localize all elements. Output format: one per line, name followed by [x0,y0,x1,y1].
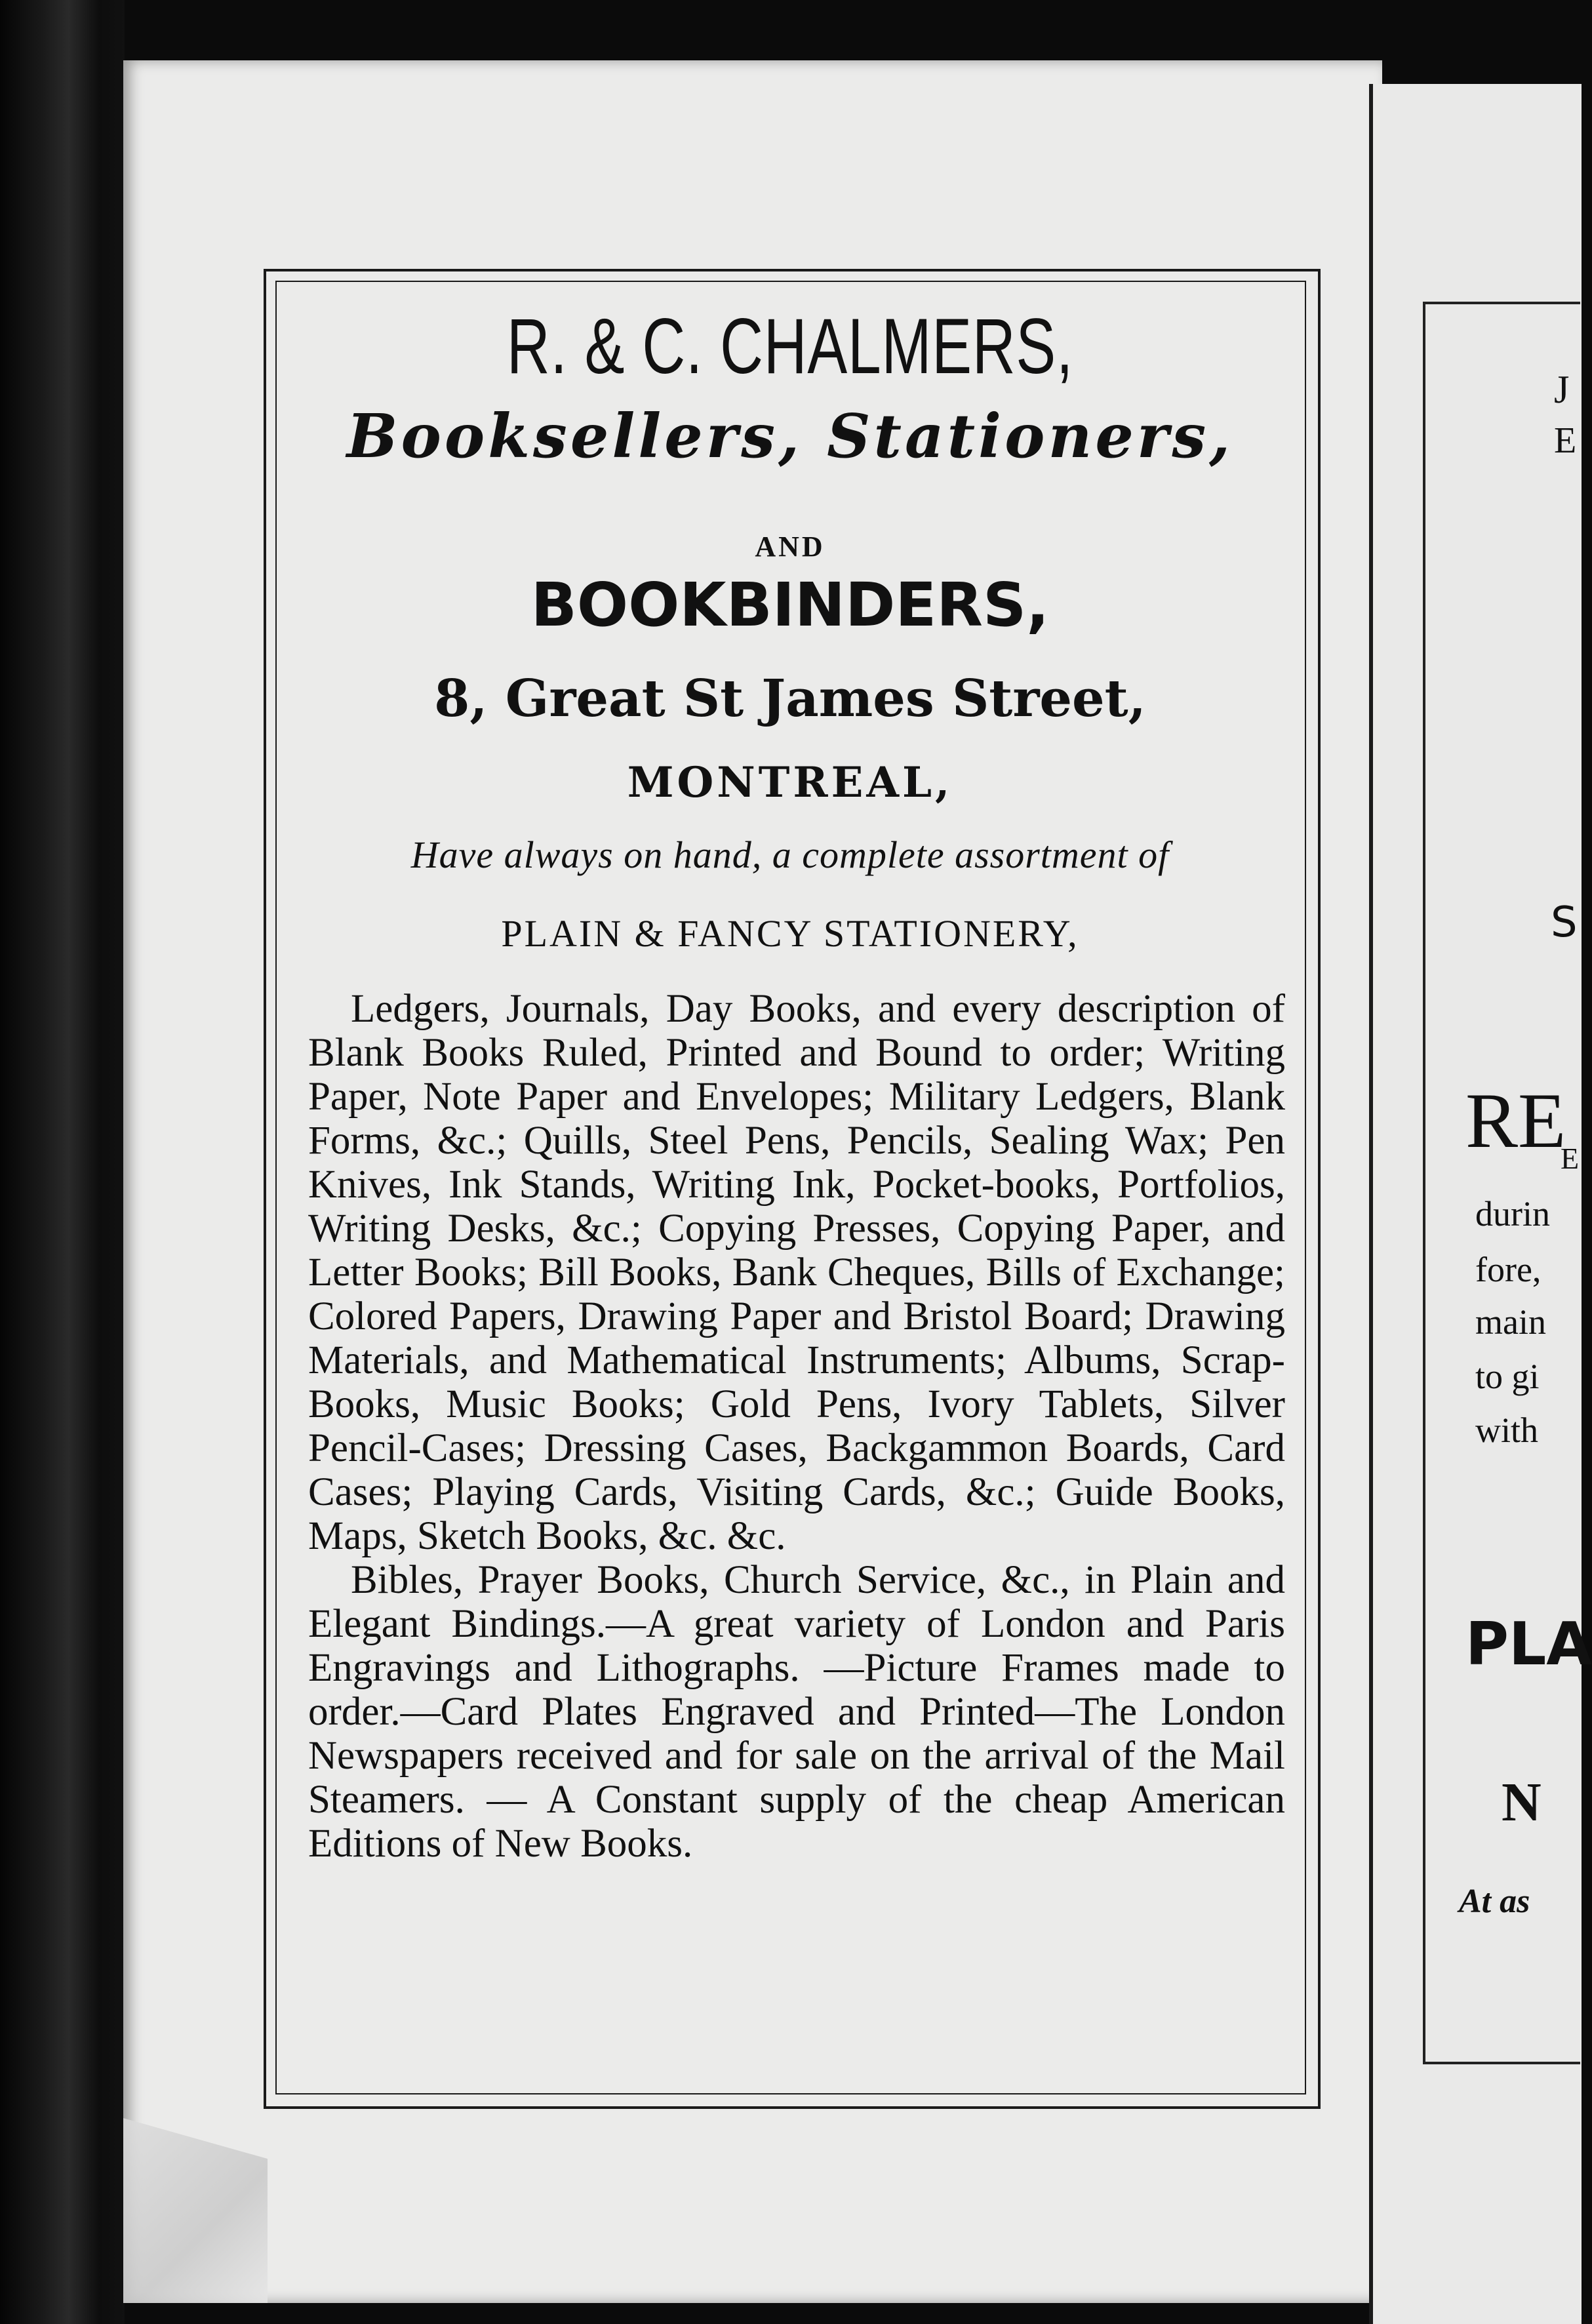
bookbinders-heading: BOOKBINDERS, [530,570,1050,640]
stationery-heading: PLAIN & FANCY STATIONERY, [501,912,1079,955]
facing-fragment: At as [1459,1883,1530,1920]
facing-fragment: S [1551,898,1578,947]
street-address: 8, Great St James Street, [434,669,1146,729]
facing-fragment: E [1561,1142,1580,1175]
firm-name: R. & C. CHALMERS, [506,302,1074,390]
facing-fragment: J [1554,368,1570,411]
body-paragraph: Bibles, Prayer Books, Church Service, &c., in Plain and Elegant Bindings.—A great variety of London and Paris Engravings and Lithographs. —Picture Frames made to order.—Card Plates Engraved and Printed—The London Newspapers received and for sale on the arrival of the Mail Steamers. — A Constant supply of the cheap American Editions of New Books. [308,1558,1285,1866]
facing-fragment: PLA [1465,1610,1592,1679]
body-paragraph: Ledgers, Journals, Day Books, and every description of Blank Books Ruled, Printed and Bound to order; Writing Paper, Note Paper and Envelopes; Military Ledgers, Blank Forms, &c.; Quills, Steel Pens, Pencils, Sealing Wax; Pen Knives, Ink Stands, Writing Ink, Pocket-books, Portfolios, Writing Desks, &c.; Copying Presses, Copying Paper, and Letter Books; Bill Books, Bank Cheques, Bills of Exchange; Colored Papers, Drawing Paper and Bristol Board; Drawing Materials, and Mathematical Instruments; Albums, Scrap-Books, Music Books; Gold Pens, Ivory Tablets, Silver Pencil-Cases; Dressing Cases, Backgammon Boards, Card Cases; Playing Cards, Visiting Cards, &c.; Guide Books, Maps, Sketch Books, &c. &c. [308,987,1285,1558]
facing-fragment: durin [1475,1194,1550,1233]
city-name: MONTREAL, [627,758,953,807]
facing-fragment: main [1475,1302,1546,1342]
facing-fragment: with [1475,1411,1539,1450]
facing-fragment: to gi [1475,1357,1540,1396]
facing-fragment: RE [1465,1077,1566,1164]
book-spine [0,0,125,2324]
conjunction: AND [755,531,826,563]
facing-fragment: fore, [1475,1250,1542,1289]
intro-line: Have always on hand, a complete assortment of [410,833,1170,876]
ad-body [308,987,1285,1866]
trade-line: Booksellers, Stationers, [346,401,1234,471]
facing-fragment: E [1554,420,1577,461]
facing-fragment: N [1502,1772,1542,1833]
